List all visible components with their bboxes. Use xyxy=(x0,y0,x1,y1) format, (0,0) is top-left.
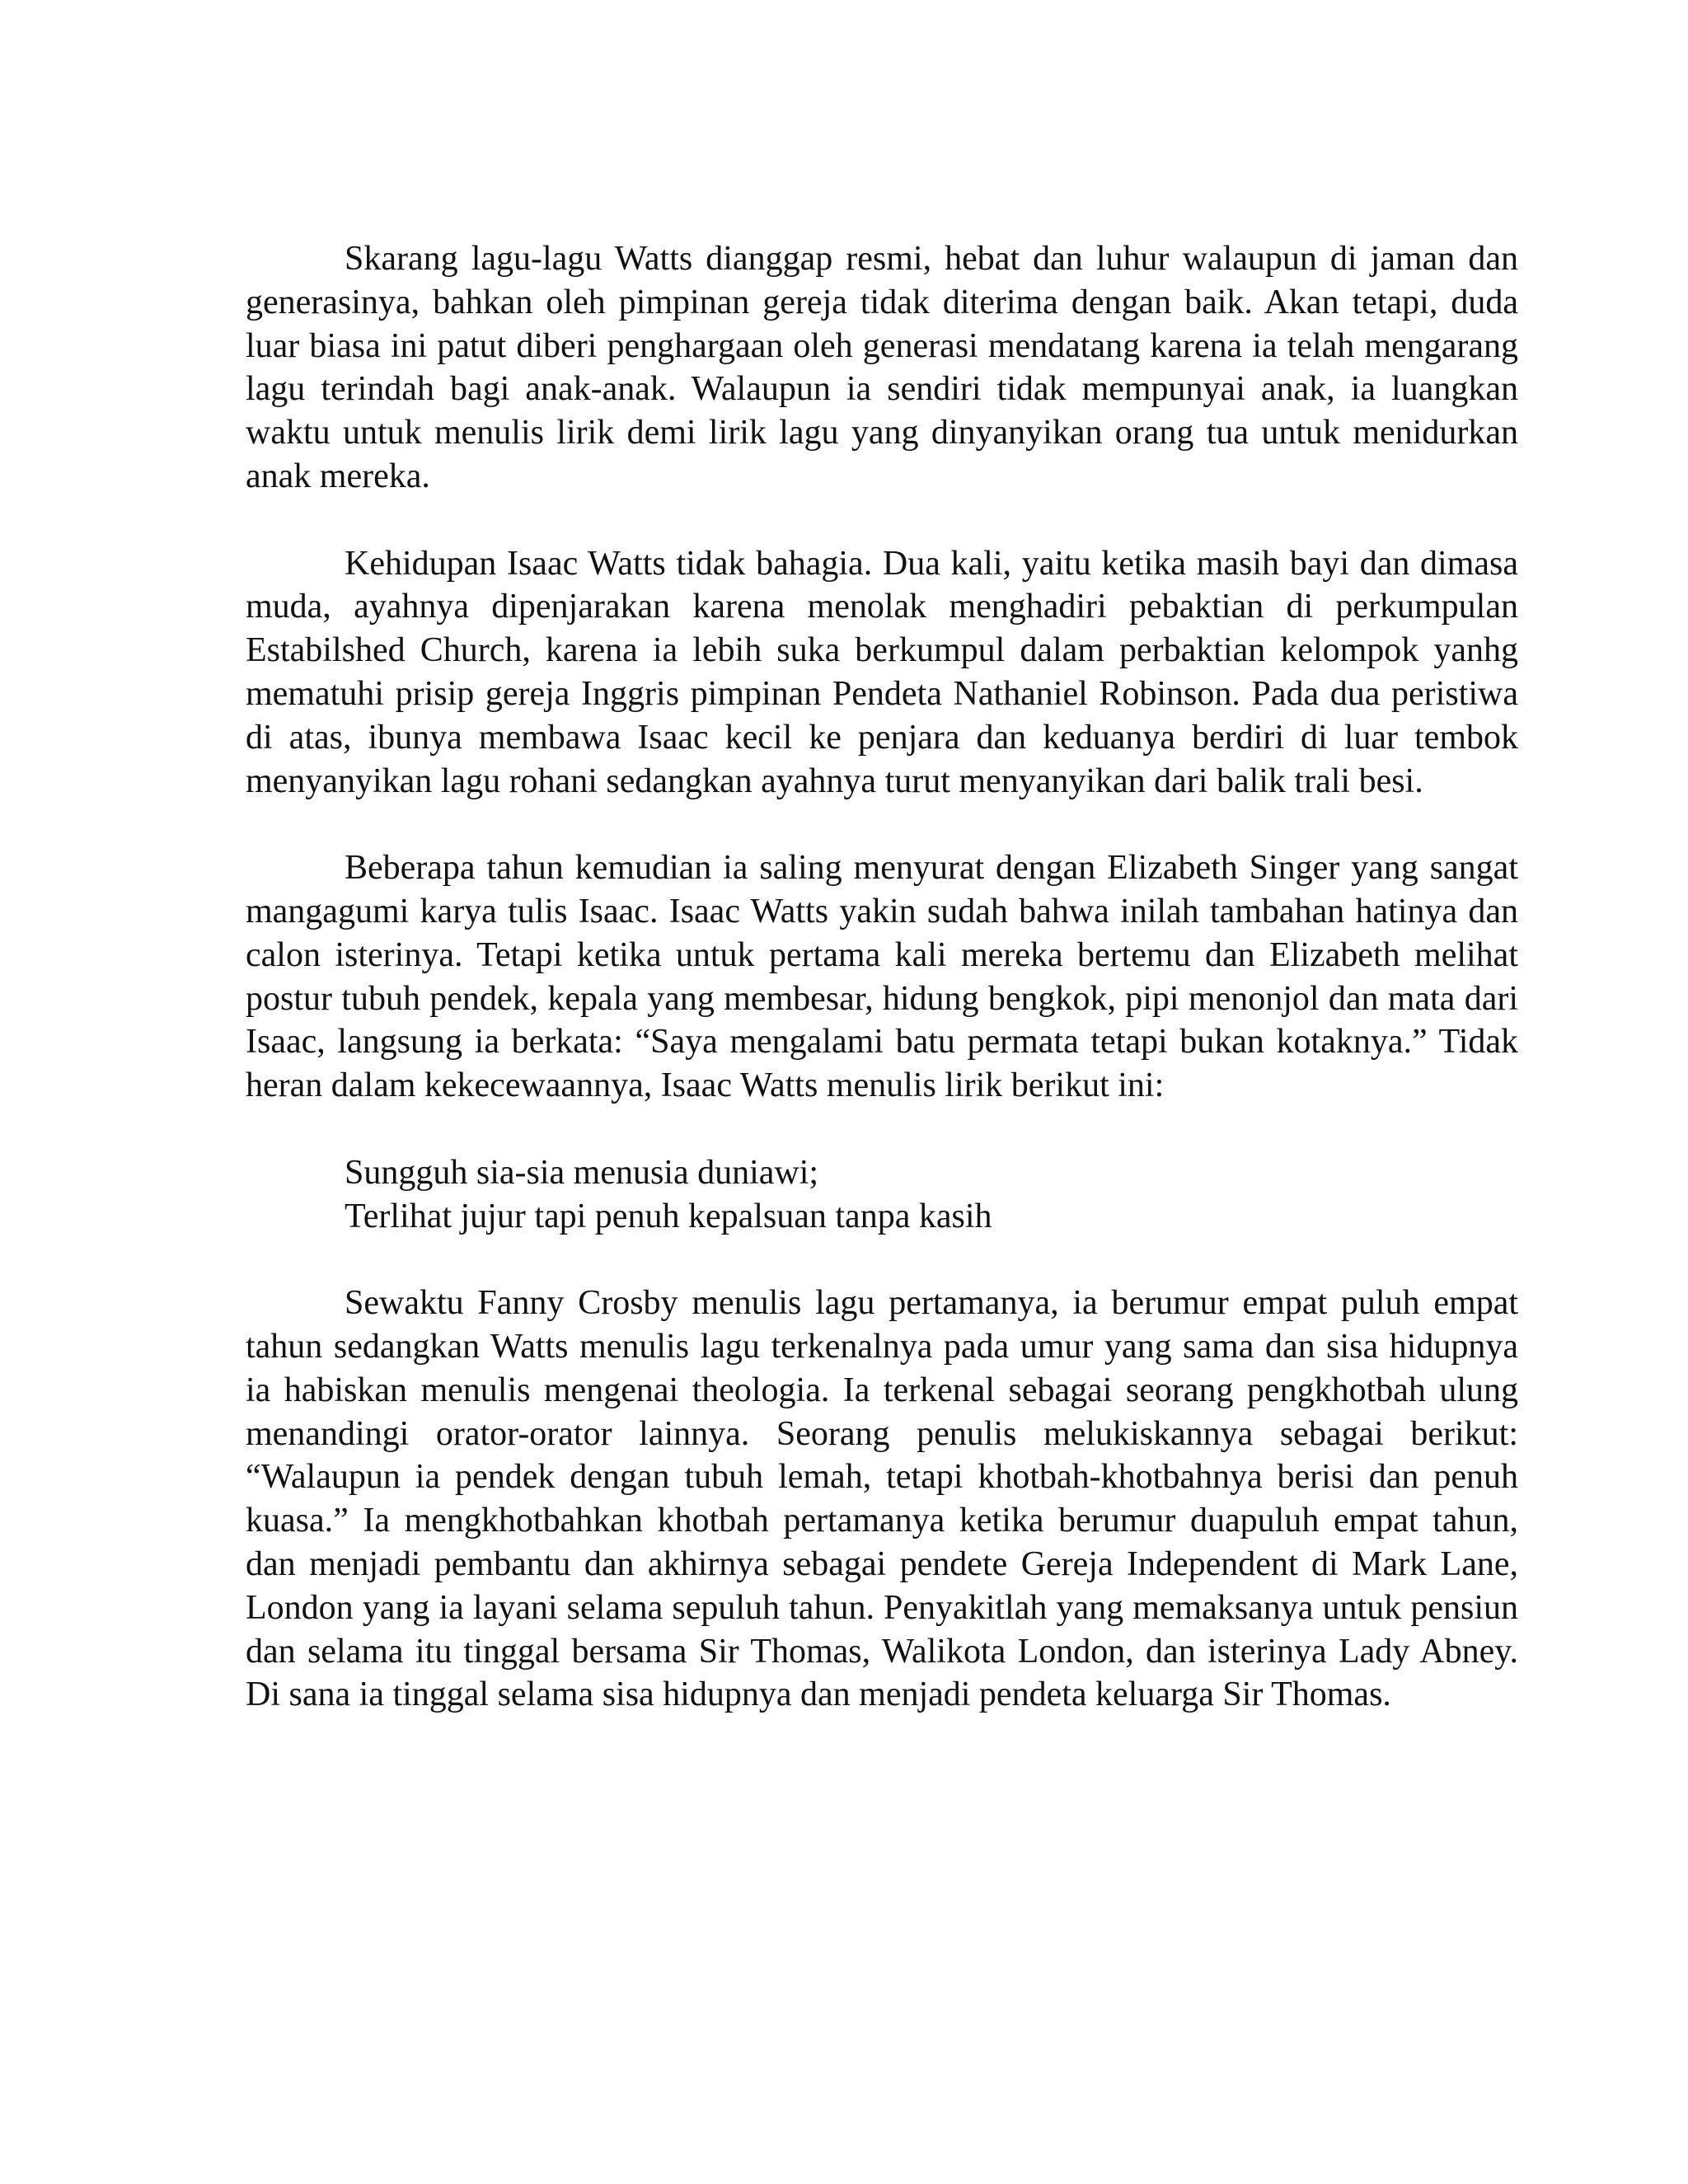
paragraph-spacer xyxy=(246,499,1518,542)
verse-line-1: Sungguh sia-sia menusia duniawi; xyxy=(345,1153,819,1192)
verse-quote xyxy=(246,1151,1518,1239)
verse-line-2: Terlihat jujur tapi penuh kepalsuan tanpa kasih xyxy=(345,1197,992,1235)
paragraph-spacer xyxy=(246,803,1518,846)
body-text xyxy=(246,237,1518,1717)
paragraph-4: Sewaktu Fanny Crosby menulis lagu pertamanya, ia berumur empat puluh empat tahun sedangkan Watts menulis lagu terkenalnya pada umur yang sama dan sisa hidupnya ia habiskan menulis mengenai theologia. Ia terkenal sebagai seorang pengkhotbah ulung menandingi orator-orator lainnya. Seorang penulis melukiskannya sebagai berikut: “Walaupun ia pendek dengan tubuh lemah, tetapi khotbah-khotbahnya berisi dan penuh kuasa.” Ia mengkhotbahkan khotbah pertamanya ketika berumur duapuluh empat tahun, dan menjadi pembantu dan akhirnya sebagai pendete Gereja Independent di Mark Lane, London yang ia layani selama sepuluh tahun. Penyakitlah yang memaksanya untuk pensiun dan selama itu tinggal bersama Sir Thomas, Walikota London, dan isterinya Lady Abney. Di sana ia tinggal selama sisa hidupnya dan menjadi pendeta keluarga Sir Thomas. xyxy=(246,1284,1518,1714)
paragraph-3: Beberapa tahun kemudian ia saling menyurat dengan Elizabeth Singer yang sangat mangagumi karya tulis Isaac. Isaac Watts yakin sudah bahwa inilah tambahan hatinya dan calon isterinya. Tetapi ketika untuk pertama kali mereka bertemu dan Elizabeth melihat postur tubuh pendek, kepala yang membesar, hidung bengkok, pipi menonjol dan mata dari Isaac, langsung ia berkata: “Saya mengalami batu permata tetapi bukan kotaknya.” Tidak heran dalam kekecewaannya, Isaac Watts menulis lirik berikut ini: xyxy=(246,849,1518,1105)
paragraph-spacer xyxy=(246,1238,1518,1282)
paragraph-1: Skarang lagu-lagu Watts dianggap resmi, hebat dan luhur walaupun di jaman dan generasinya, bahkan oleh pimpinan gereja tidak diterima dengan baik. Akan tetapi, duda luar biasa ini patut diberi penghargaan oleh generasi mendatang karena ia telah mengarang lagu terindah bagi anak-anak. Walaupun ia sendiri tidak mempunyai anak, ia luangkan waktu untuk menulis lirik demi lirik lagu yang dinyanyikan orang tua untuk menidurkan anak mereka. xyxy=(246,240,1518,495)
paragraph-2: Kehidupan Isaac Watts tidak bahagia. Dua kali, yaitu ketika masih bayi dan dimasa muda, ayahnya dipenjarakan karena menolak menghadiri pebaktian di perkumpulan Estabilshed Church, karena ia lebih suka berkumpul dalam perbaktian kelompok yanhg mematuhi prisip gereja Inggris pimpinan Pendeta Nathaniel Robinson. Pada dua peristiwa di atas, ibunya membawa Isaac kecil ke penjara dan keduanya berdiri di luar tembok menyanyikan lagu rohani sedangkan ayahnya turut menyanyikan dari balik trali besi. xyxy=(246,544,1518,800)
paragraph-spacer xyxy=(246,1108,1518,1151)
